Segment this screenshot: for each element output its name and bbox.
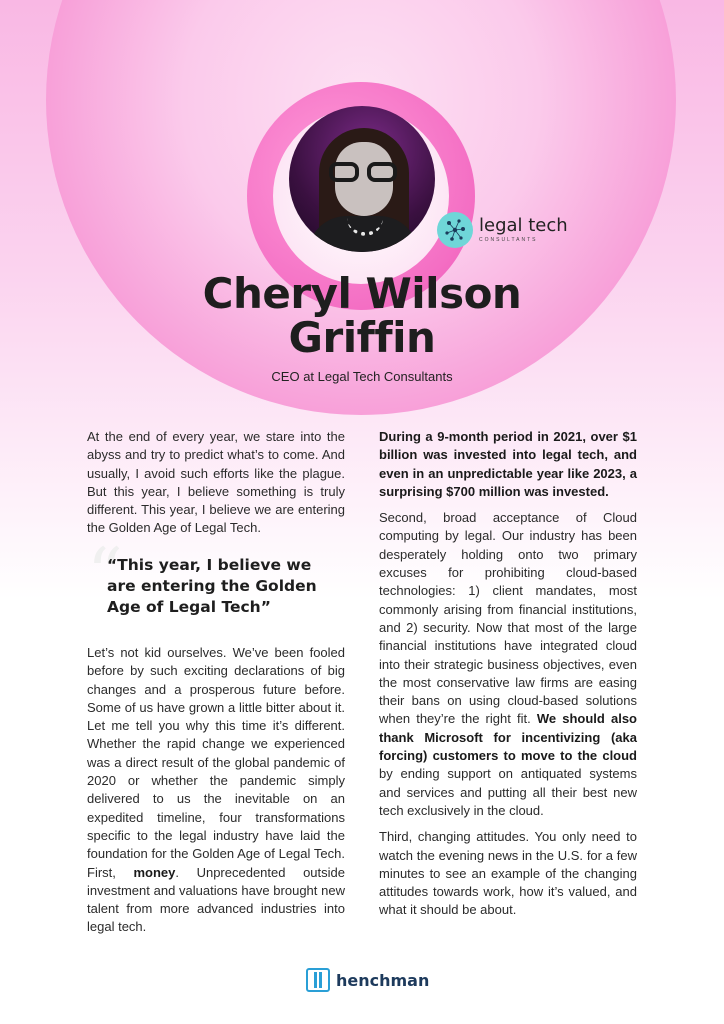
footer-brand: henchman [336, 970, 430, 990]
right-column [379, 428, 637, 928]
person-name-line1: Cheryl Wilson [202, 269, 522, 318]
person-role: CEO at Legal Tech Consultants [271, 369, 453, 384]
left-column [87, 428, 345, 546]
money-emphasis: money [133, 864, 176, 880]
left-column-lower [87, 644, 345, 945]
company-logo-name: legal tech [479, 215, 568, 236]
left-paragraph-1: At the end of every year, we stare into the abyss and try to predict what’s to come. And usually, I avoid such efforts like the plague. But this year, I believe something is truly different. This year, I believe we are entering the Golden Age of Legal Tech. [87, 429, 345, 536]
right-paragraph-2: Second, broad acceptance of Cloud computing by legal. Our industry has been desperately holding onto two primary excuses for prohibiting cloud-based technologies: 1) client mandates, most commonly arising from financial institutions, and 2) security. Now that most of the large financial institutions have integrated cloud into their strategic business objectives, even the most conservative law firms are easing their bans on using cloud-based solutions when they’re the right fit. We should also thank Microsoft for incentivizing (aka forcing) customers to move to the cloud by ending support on antiquated systems and services and putting all their best new tech exclusively in the cloud. [379, 510, 637, 818]
right-paragraph-1: During a 9-month period in 2021, over $1 billion was invested into legal tech, and even in an unpredictable year like 2023, a surprising $700 million was invested. [379, 429, 637, 499]
company-logo [437, 212, 568, 248]
network-icon [437, 212, 473, 248]
right-paragraph-3: Third, changing attitudes. You only need to watch the evening news in the U.S. for a few minutes to see an example of the changing attitudes towards work, how it’s valued, and what it should be about. [379, 829, 637, 918]
left-paragraph-2: Let’s not kid ourselves. We’ve been fooled before by such exciting declarations of big changes and a prosperous future before. Some of us have grown a little bitter about it. Let me tell you why this time it’s different. Whether the rapid change we experienced was a direct result of the global pandemic of 2020 or whether the pandemic simply delivered to us the inevitable on an expedited timeline, four transformations specific to the legal industry have laid the foundation for the Golden Age of Legal Tech. First, money. Unprecedented outside investment and valuations have brought new talent from more advanced industries into legal tech. [87, 645, 345, 935]
pull-quote-text: “This year, I believe we are entering the Golden Age of Legal Tech” [107, 556, 317, 616]
footer-logo [306, 968, 429, 992]
pull-quote [87, 533, 345, 625]
person-name-line2: Griffin [288, 313, 436, 362]
avatar [289, 106, 435, 252]
company-logo-sub: CONSULTANTS [479, 237, 538, 243]
person-name [0, 269, 724, 362]
henchman-logo-icon [306, 968, 330, 992]
microsoft-emphasis: We should also thank Microsoft for incentivizing (aka forcing) customers to move to the cloud [379, 711, 637, 764]
quote-mark-icon: “ [87, 533, 123, 615]
